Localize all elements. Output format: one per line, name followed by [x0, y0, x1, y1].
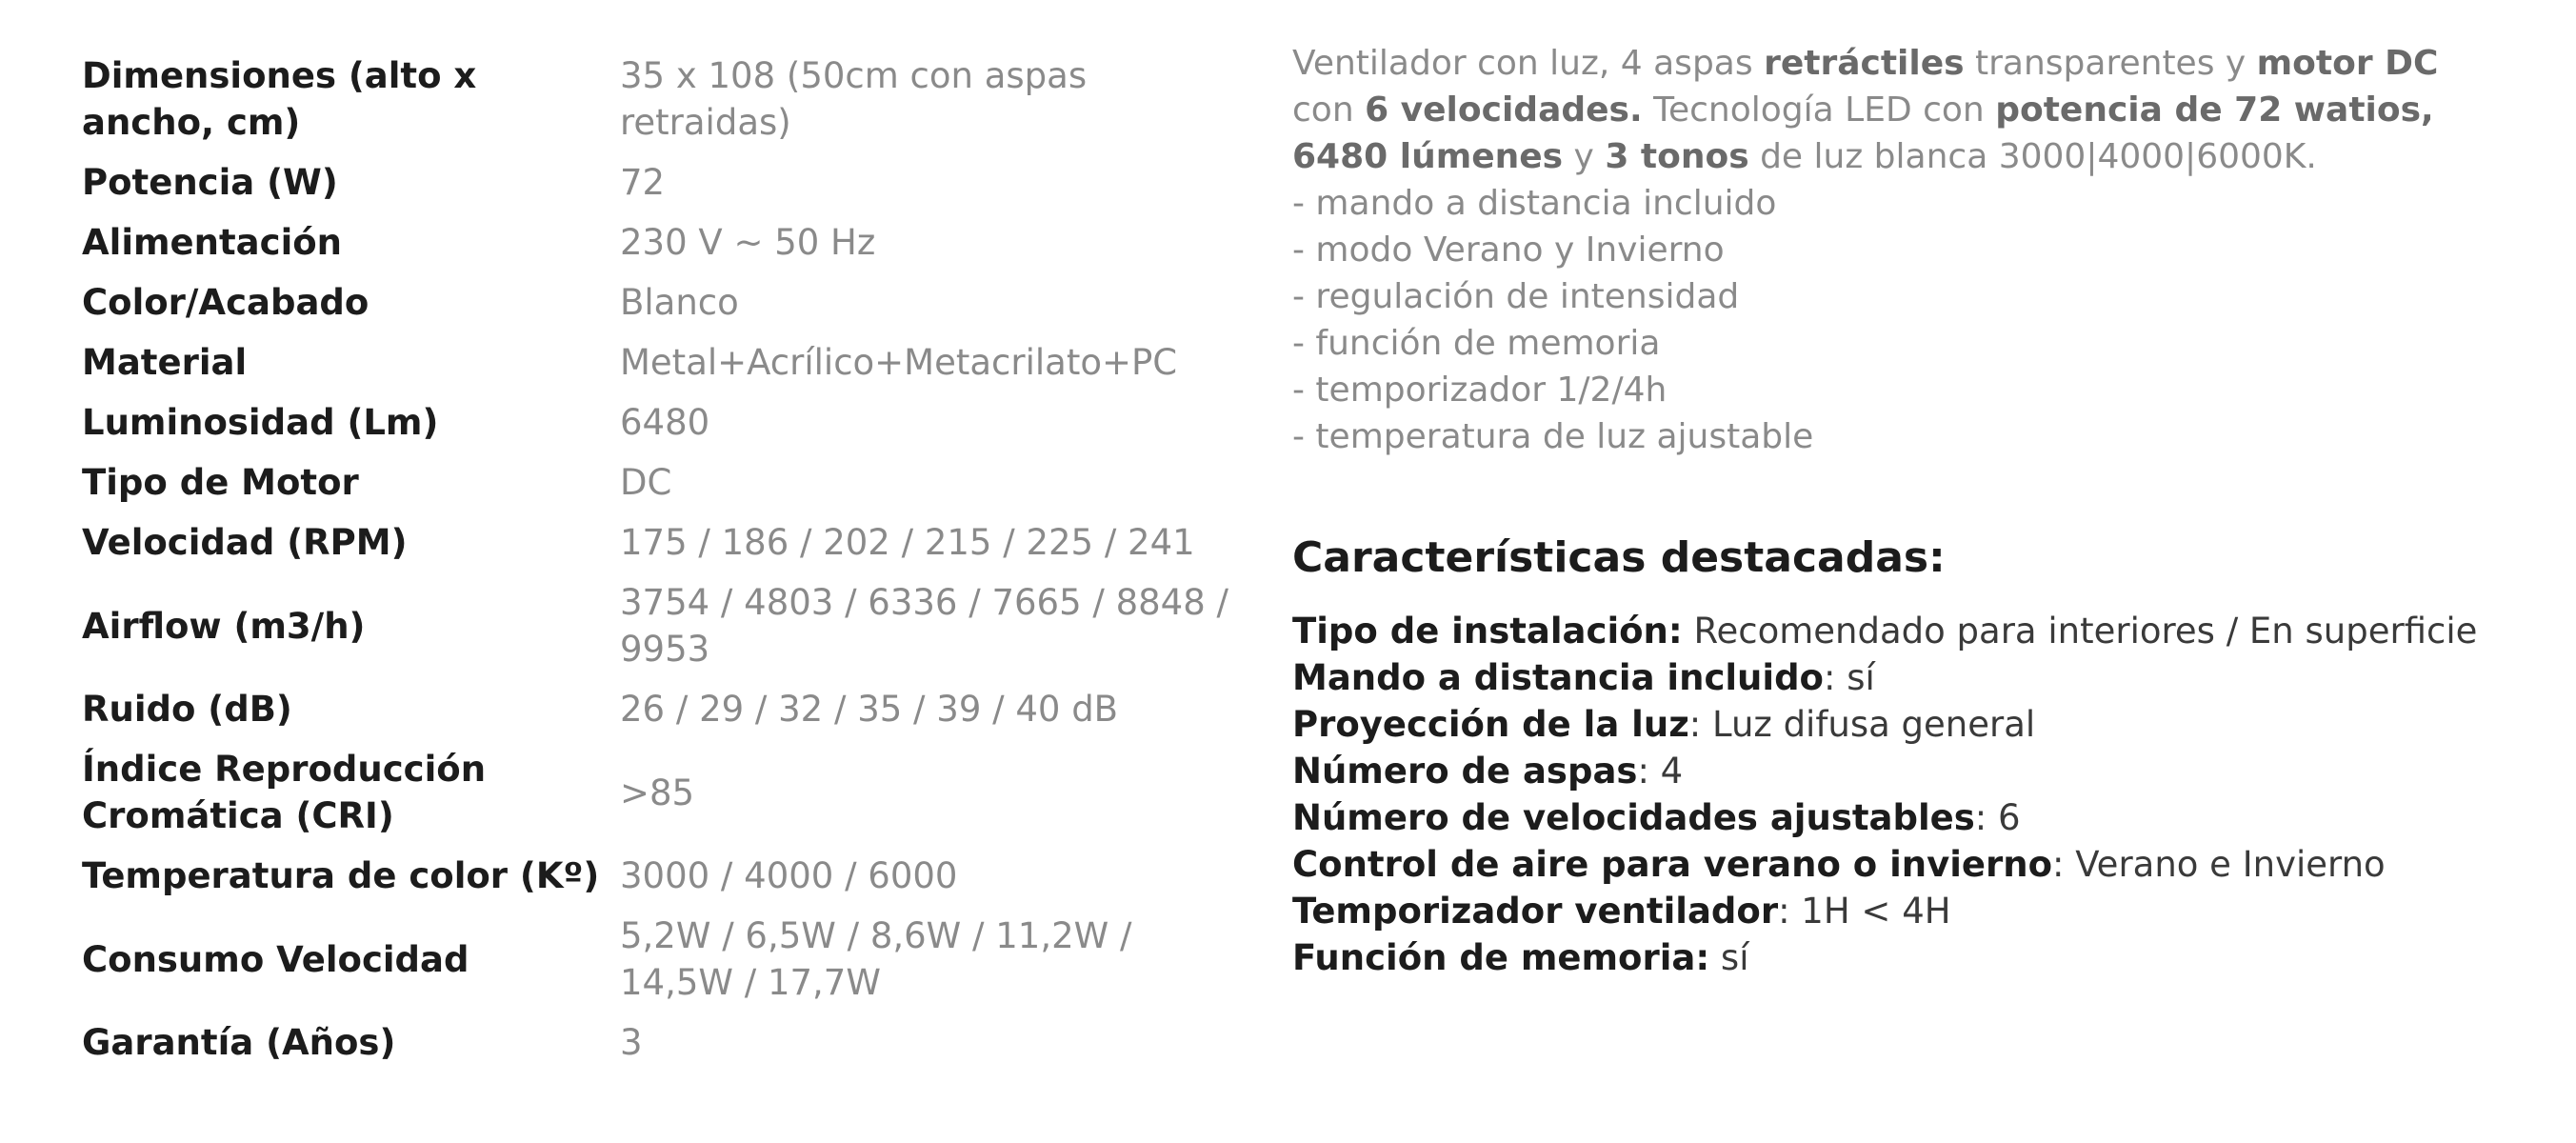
spec-label: Dimensiones (alto x ancho, cm) [82, 55, 477, 143]
feature-item [1292, 934, 2483, 981]
feature-label: Número de aspas [1292, 751, 1638, 792]
list-item: - mando a distancia incluido [1292, 184, 1777, 223]
feature-value: : 4 [1637, 751, 1684, 792]
spec-value: 3000 / 4000 / 6000 [620, 855, 958, 896]
feature-label: Control de aire para verano o invierno [1292, 844, 2053, 885]
feature-value: : Luz difusa general [1688, 704, 2036, 745]
feature-label: Número de velocidades ajustables [1292, 797, 1975, 838]
feature-label: Proyección de la luz [1292, 704, 1689, 745]
spec-row [82, 452, 1253, 512]
spec-label: Color/Acabado [82, 282, 369, 323]
spec-value: Blanco [620, 282, 739, 323]
list-item: - modo Verano y Invierno [1292, 231, 1725, 270]
feature-item [1292, 841, 2483, 888]
feature-label: Función de memoria: [1292, 937, 1710, 978]
spec-row [82, 1013, 1253, 1073]
spec-value: 230 V ~ 50 Hz [620, 222, 876, 263]
description-paragraph [1292, 40, 2483, 180]
description-text: transparentes y [1964, 44, 2257, 83]
spec-value: >85 [620, 772, 695, 813]
features-heading: Características destacadas: [1292, 533, 1946, 582]
spec-label: Luminosidad (Lm) [82, 402, 439, 443]
list-item: - regulación de intensidad [1292, 277, 1740, 316]
description-text: de luz blanca 3000|4000|6000K. [1748, 137, 2317, 176]
spec-label: Garantía (Años) [82, 1022, 396, 1063]
spec-value: 3754 / 4803 / 6336 / 7665 / 8848 / 9953 [620, 582, 1228, 670]
description-bold: retráctiles [1764, 44, 1965, 83]
spec-label: Velocidad (RPM) [82, 522, 408, 563]
feature-label: Temporizador ventilador [1292, 891, 1779, 932]
spec-label: Índice Reproducción Cromática (CRI) [82, 749, 487, 836]
feature-item [1292, 608, 2483, 654]
spec-value: 6480 [620, 402, 710, 443]
specs-table [82, 46, 1253, 1073]
spec-value: 26 / 29 / 32 / 35 / 39 / 40 dB [620, 689, 1119, 730]
feature-label: Tipo de instalación: [1292, 611, 1683, 652]
feature-value: : 1H < 4H [1778, 891, 1951, 932]
description-bold: potencia de 72 watios, 6480 lúmenes [1292, 90, 2434, 176]
feature-label: Mando a distancia incluido [1292, 657, 1824, 698]
feature-value: : sí [1823, 657, 1875, 698]
spec-value: Metal+Acrílico+Metacrilato+PC [620, 342, 1178, 383]
spec-row [82, 272, 1253, 332]
spec-label: Material [82, 342, 248, 383]
spec-row [82, 392, 1253, 452]
feature-value: Recomendado para interiores / En superficie [1682, 611, 2478, 652]
spec-row [82, 332, 1253, 392]
spec-row [82, 846, 1253, 906]
feature-item [1292, 654, 2483, 701]
spec-row [82, 512, 1253, 572]
spec-value: 35 x 108 (50cm con aspas retraidas) [620, 55, 1088, 143]
spec-row [82, 152, 1253, 212]
description-text: con [1292, 90, 1366, 130]
spec-value: 72 [620, 162, 666, 203]
description-bold: 3 tonos [1605, 137, 1749, 176]
spec-label: Tipo de Motor [82, 462, 359, 503]
spec-value: 175 / 186 / 202 / 215 / 225 / 241 [620, 522, 1195, 563]
feature-value: sí [1709, 937, 1749, 978]
spec-value: 5,2W / 6,5W / 8,6W / 11,2W / 14,5W / 17,7W [620, 915, 1132, 1003]
spec-label: Ruido (dB) [82, 689, 292, 730]
description-text: Tecnología LED con [1642, 90, 1996, 130]
description-text: Ventilador con luz, 4 aspas [1292, 44, 1765, 83]
feature-value: : Verano e Invierno [2052, 844, 2386, 885]
description-bold: motor DC [2256, 44, 2439, 83]
spec-label: Airflow (m3/h) [82, 605, 366, 647]
spec-row [82, 739, 1253, 846]
spec-label: Consumo Velocidad [82, 938, 469, 980]
spec-value: 3 [620, 1022, 643, 1063]
feature-item [1292, 888, 2483, 934]
description-bold: 6 velocidades. [1365, 90, 1643, 130]
spec-label: Temperatura de color (Kº) [82, 855, 600, 896]
product-description [1292, 40, 2483, 460]
feature-value: : 6 [1974, 797, 2021, 838]
list-item: - función de memoria [1292, 324, 1661, 363]
description-text: y [1563, 137, 1606, 176]
feature-item [1292, 748, 2483, 794]
spec-label: Alimentación [82, 222, 343, 263]
spec-row [82, 906, 1253, 1013]
spec-row [82, 212, 1253, 272]
feature-item [1292, 701, 2483, 748]
spec-value: DC [620, 462, 672, 503]
spec-row [82, 572, 1253, 679]
list-item: - temporizador 1/2/4h [1292, 371, 1667, 410]
spec-label: Potencia (W) [82, 162, 338, 203]
spec-row [82, 679, 1253, 739]
features-list [1292, 608, 2483, 981]
description-list [1292, 180, 2483, 460]
feature-item [1292, 794, 2483, 841]
spec-row [82, 46, 1253, 152]
list-item: - temperatura de luz ajustable [1292, 417, 1814, 456]
